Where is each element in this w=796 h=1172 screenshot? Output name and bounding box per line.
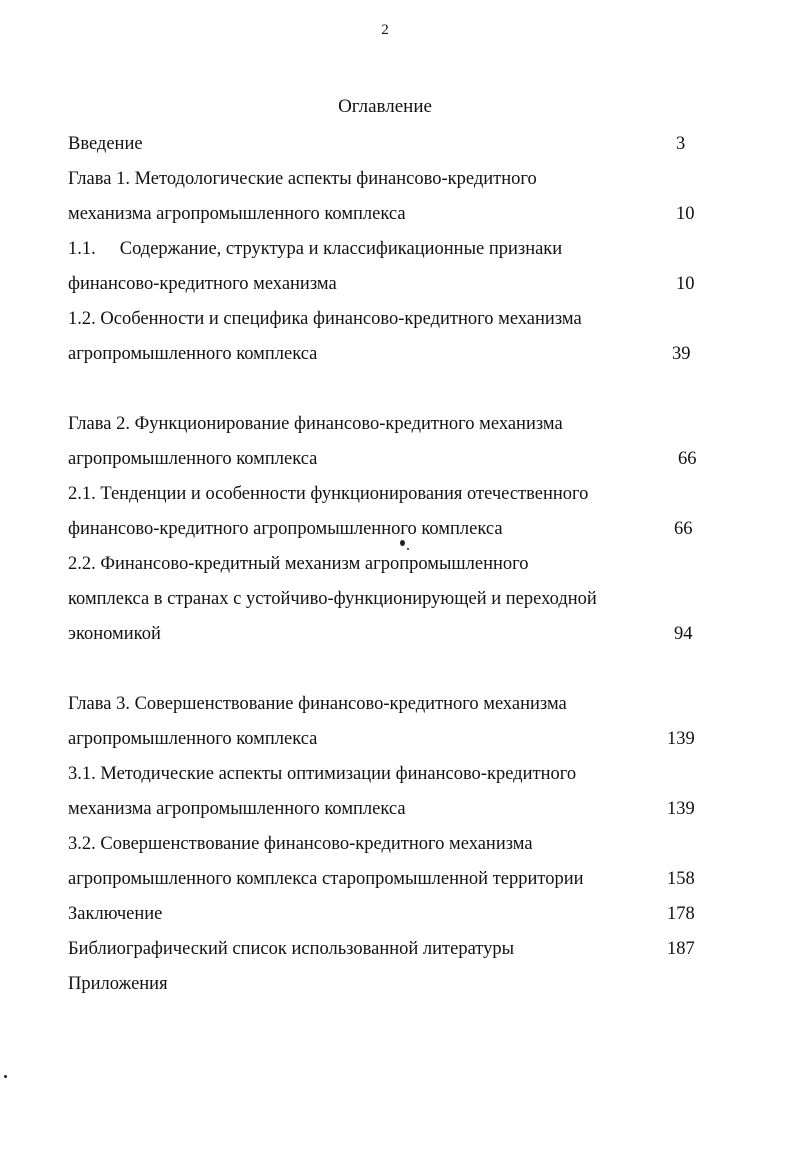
toc-page-section-1-2: 39 (672, 344, 691, 364)
toc-entry-section-1-2-cont: агропромышленного комплекса (68, 344, 318, 364)
toc-entry-chapter-3: Глава 3. Совершенствование финансово-кредитного механизма (68, 694, 567, 714)
toc-page-section-3-2: 158 (667, 869, 695, 889)
toc-entry-section-2-1-cont: финансово-кредитного агропромышленного комплекса (68, 519, 503, 539)
toc-entry-section-3-2-cont: агропромышленного комплекса старопромышленной территории (68, 869, 584, 889)
toc-page-conclusion: 178 (667, 904, 695, 924)
scan-speck (4, 1075, 7, 1078)
toc-page-chapter-3: 139 (667, 729, 695, 749)
toc-entry-section-1-2: 1.2. Особенности и специфика финансово-кредитного механизма (68, 309, 582, 329)
toc-entry-section-3-1-cont: механизма агропромышленного комплекса (68, 799, 406, 819)
toc-entry-chapter-2: Глава 2. Функционирование финансово-кредитного механизма (68, 414, 563, 434)
toc-page-section-1-1: 10 (676, 274, 695, 294)
toc-page-chapter-1: 10 (676, 204, 695, 224)
toc-page-section-3-1: 139 (667, 799, 695, 819)
toc-entry-conclusion: Заключение (68, 904, 163, 924)
toc-entry-chapter-2-cont: агропромышленного комплекса (68, 449, 318, 469)
toc-entry-chapter-1: Глава 1. Методологические аспекты финансово-кредитного (68, 169, 537, 189)
toc-page-section-2-1: 66 (674, 519, 693, 539)
toc-entry-intro: Введение (68, 134, 143, 154)
toc-entry-appendix: Приложения (68, 974, 168, 994)
toc-page-section-2-2: 94 (674, 624, 693, 644)
toc-entry-section-3-2: 3.2. Совершенствование финансово-кредитного механизма (68, 834, 533, 854)
section-number: 1.1. (68, 239, 96, 259)
toc-entry-section-2-2: 2.2. Финансово-кредитный механизм агропромышленного (68, 554, 529, 574)
toc-entry-section-2-2-cont: комплекса в странах с устойчиво-функционирующей и переходной (68, 589, 597, 609)
toc-entry-chapter-3-cont: агропромышленного комплекса (68, 729, 318, 749)
toc-page-chapter-2: 66 (678, 449, 697, 469)
toc-entry-section-2-2-cont2: экономикой (68, 624, 161, 644)
page-number: 2 (381, 22, 389, 38)
toc-entry-section-2-1: 2.1. Тенденции и особенности функционирования отечественного (68, 484, 589, 504)
section-title: Содержание, структура и классификационные признаки (119, 239, 563, 259)
scan-speck (407, 548, 409, 550)
toc-page-intro: 3 (676, 134, 686, 154)
toc-entry-section-1-1-cont: финансово-кредитного механизма (68, 274, 337, 294)
toc-entry-bibliography: Библиографический список использованной литературы (68, 939, 515, 959)
scan-speck (400, 540, 405, 546)
toc-page-bibliography: 187 (667, 939, 695, 959)
toc-entry-section-1-1 (68, 237, 562, 261)
toc-entry-chapter-1-cont: механизма агропромышленного комплекса (68, 204, 406, 224)
toc-title: Оглавление (338, 96, 432, 117)
toc-entry-section-3-1: 3.1. Методические аспекты оптимизации финансово-кредитного (68, 764, 577, 784)
